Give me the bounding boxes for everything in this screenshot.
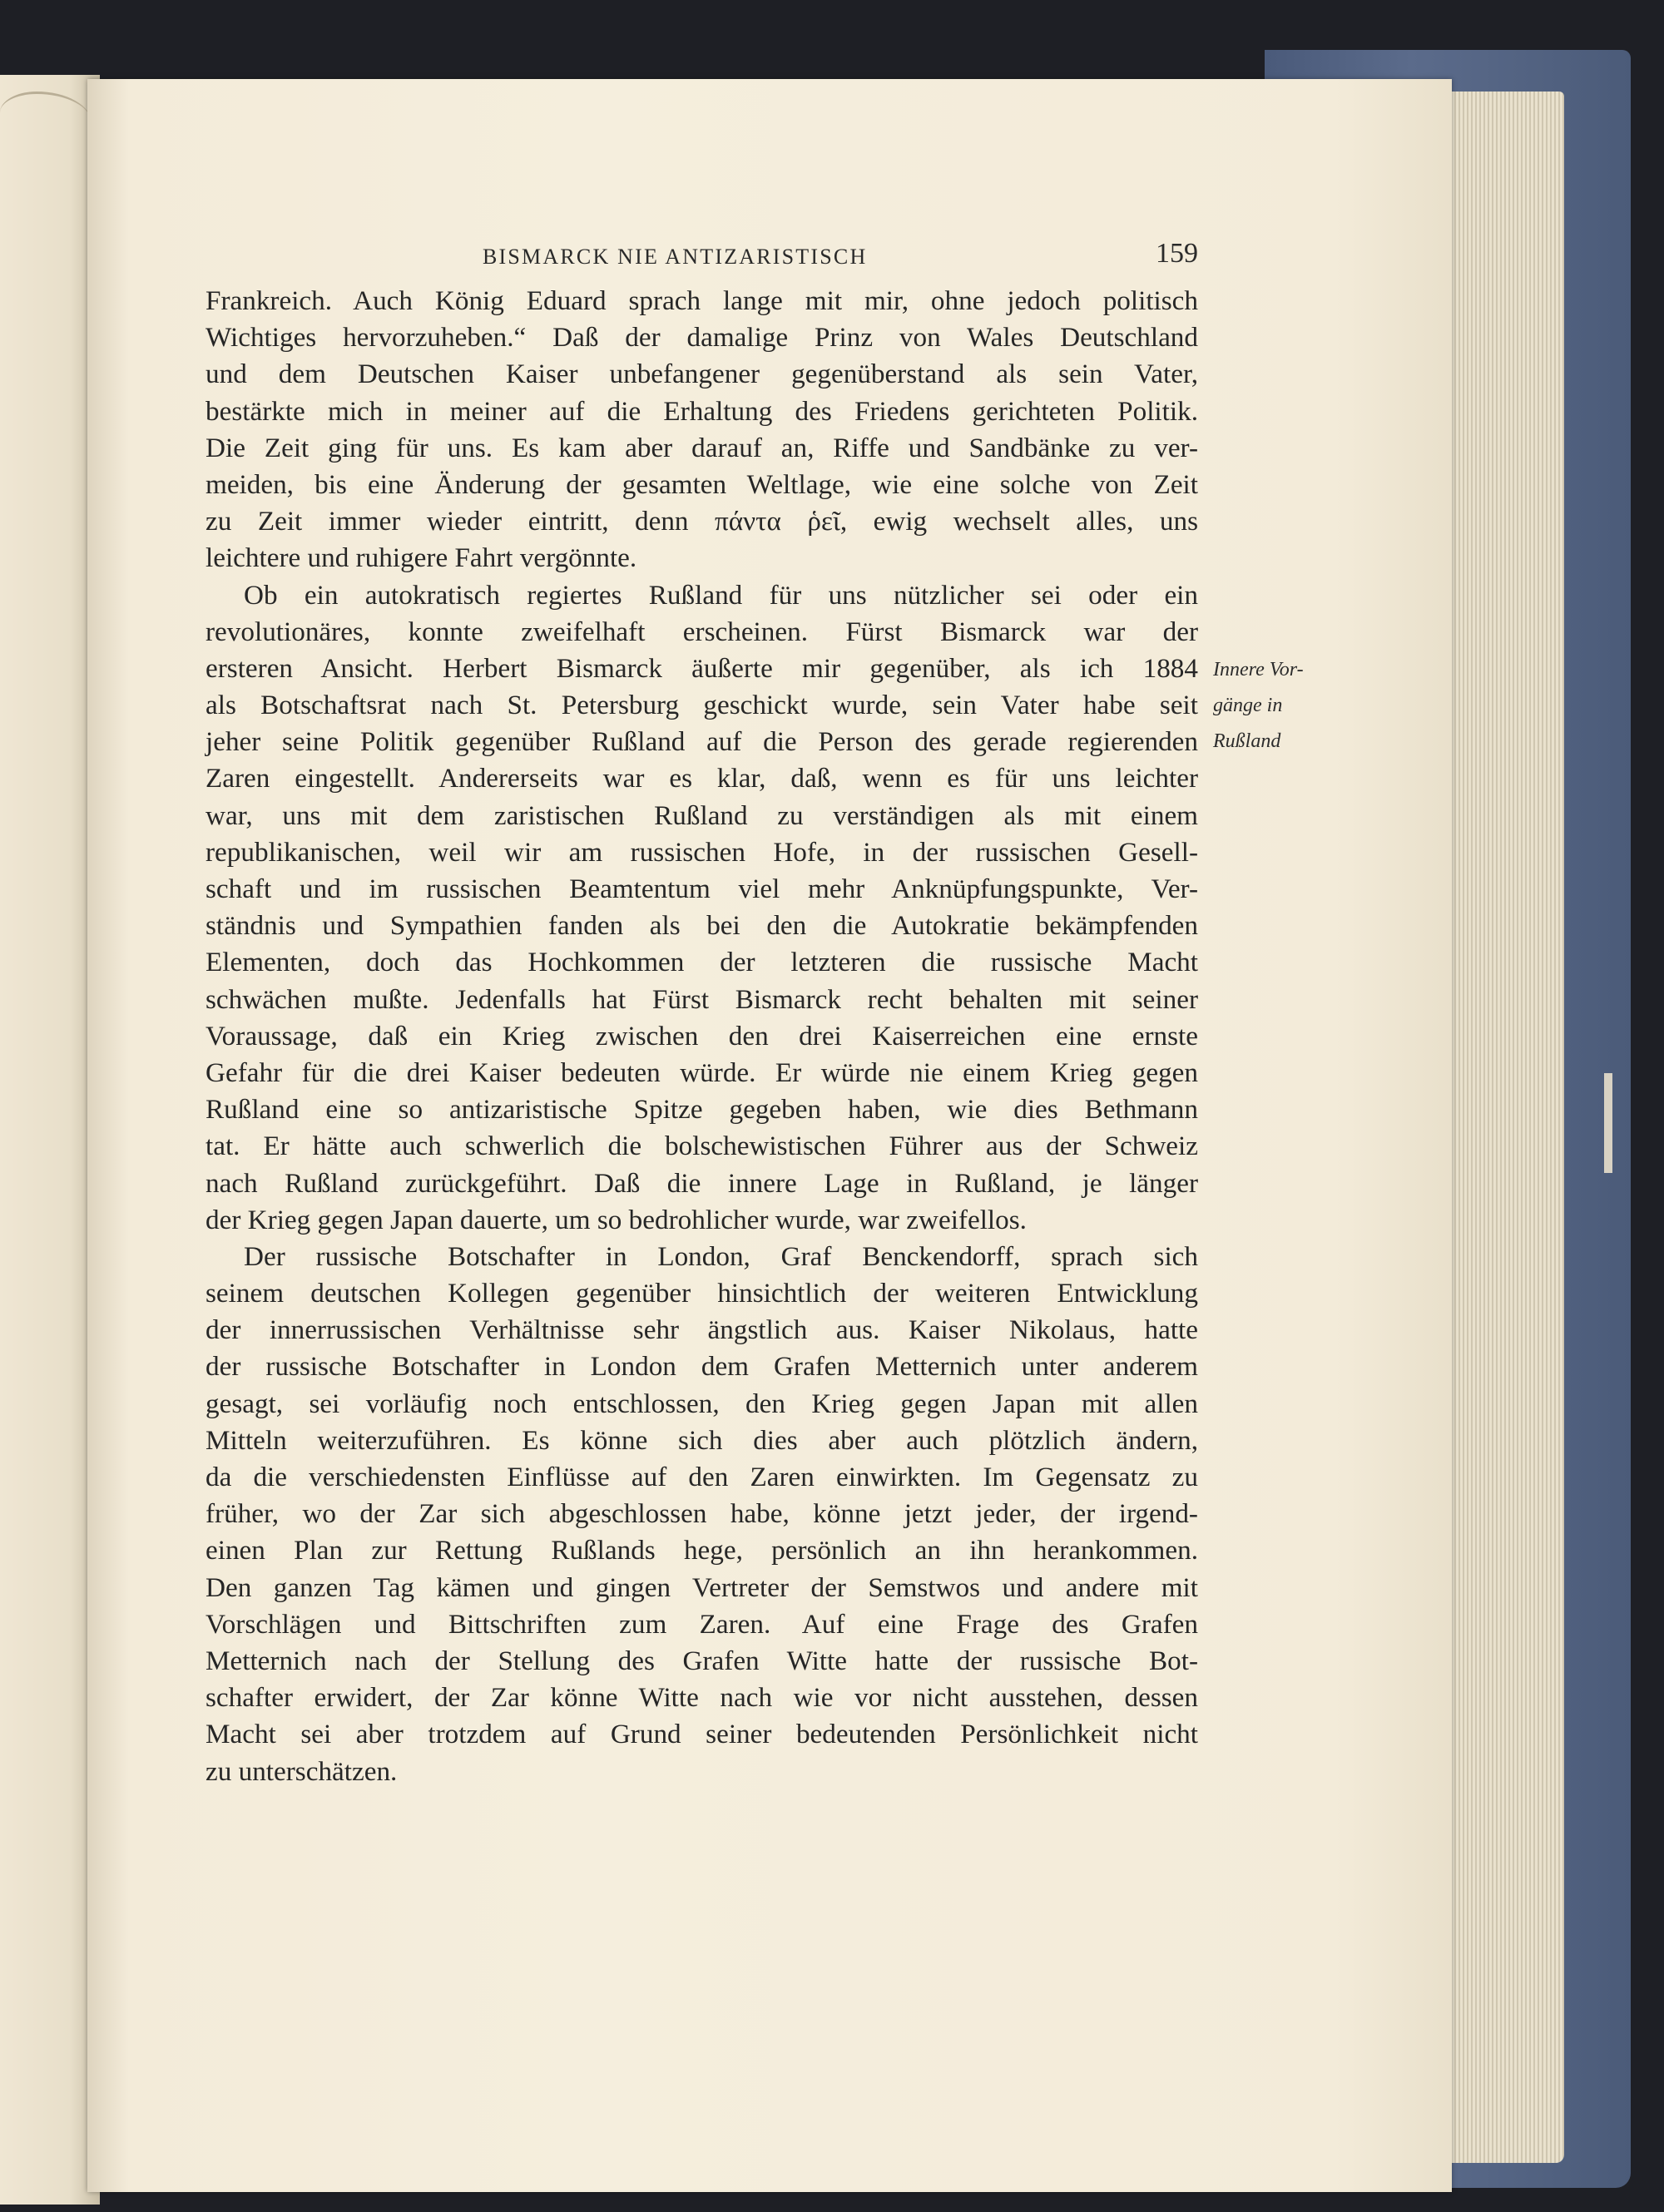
facing-page xyxy=(0,75,100,2205)
text-line: tat. Er hätte auch schwerlich die bolschewistischen Führer aus der Schweiz xyxy=(206,1131,1198,1162)
text-line: Metternich nach der Stellung des Grafen Witte hatte der russische Bot- xyxy=(206,1645,1198,1676)
text-line: Mitteln weiterzuführen. Es könne sich dies aber auch plötzlich ändern, xyxy=(206,1424,1198,1456)
text-line: war, uns mit dem zaristischen Rußland zu verständigen als mit einem xyxy=(206,799,1198,831)
page-number: 159 xyxy=(1156,238,1198,269)
text-line: meiden, bis eine Änderung der gesamten Weltlage, wie eine solche von Zeit xyxy=(206,468,1198,500)
text-line: leichtere und ruhigere Fahrt vergönnte. xyxy=(206,542,637,574)
text-line: Elementen, doch das Hochkommen der letzteren die russische Macht xyxy=(206,947,1198,978)
text-line: Ob ein autokratisch regiertes Rußland für uns nützlicher sei oder ein xyxy=(244,579,1198,611)
text-line: Rußland eine so antizaristische Spitze gegeben haben, wie dies Bethmann xyxy=(206,1094,1198,1126)
text-line: Zaren eingestellt. Andererseits war es klar, daß, wenn es für uns leichter xyxy=(206,763,1198,794)
text-line: bestärkte mich in meiner auf die Erhaltung des Friedens gerichteten Politik. xyxy=(206,395,1198,427)
text-line: nach Rußland zurückgeführt. Daß die innere Lage in Rußland, je länger xyxy=(206,1167,1198,1199)
text-line: republikanischen, weil wir am russischen Hofe, in der russischen Gesell- xyxy=(206,836,1198,868)
text-line: Der russische Botschafter in London, Graf Benckendorff, sprach sich xyxy=(244,1240,1198,1272)
text-line: gesagt, sei vorläufig noch entschlossen, den Krieg gegen Japan mit allen xyxy=(206,1388,1198,1419)
text-line: zu Zeit immer wieder eintritt, denn πάντα ῥεῖ, ewig wechselt alles, uns xyxy=(206,506,1198,537)
text-line: ersteren Ansicht. Herbert Bismarck äußerte mir gegenüber, als ich 1884 xyxy=(206,652,1198,684)
text-line: einen Plan zur Rettung Rußlands hege, persönlich an ihn herankommen. xyxy=(206,1535,1198,1566)
text-line: Voraussage, daß ein Krieg zwischen den drei Kaiserreichen eine ernste xyxy=(206,1020,1198,1052)
text-line: Frankreich. Auch König Eduard sprach lange mit mir, ohne jedoch politisch xyxy=(206,285,1198,316)
running-head: BISMARCK NIE ANTIZARISTISCH xyxy=(483,245,868,269)
marginal-note xyxy=(1213,652,1379,760)
text-line: Die Zeit ging für uns. Es kam aber darauf an, Riffe und Sandbänke zu ver- xyxy=(206,432,1198,463)
text-line: zu unterschätzen. xyxy=(206,1755,398,1787)
edge-tab xyxy=(1604,1073,1612,1173)
text-line: Wichtiges hervorzuheben.“ Daß der damalige Prinz von Wales Deutschland xyxy=(206,322,1198,354)
marginal-note-line: Rußland xyxy=(1213,730,1281,752)
marginal-note-line: gänge in xyxy=(1213,695,1283,716)
text-line: seinem deutschen Kollegen gegenüber hinsichtlich der weiteren Entwicklung xyxy=(206,1278,1198,1309)
text-line: Gefahr für die drei Kaiser bedeuten würde. Er würde nie einem Krieg gegen xyxy=(206,1057,1198,1088)
text-line: früher, wo der Zar sich abgeschlossen habe, könne jetzt jeder, der irgend- xyxy=(206,1498,1198,1530)
text-line: und dem Deutschen Kaiser unbefangener gegenüberstand als sein Vater, xyxy=(206,359,1198,390)
text-line: Den ganzen Tag kämen und gingen Vertreter der Semstwos und andere mit xyxy=(206,1571,1198,1603)
text-line: revolutionäres, konnte zweifelhaft erscheinen. Fürst Bismarck war der xyxy=(206,616,1198,647)
text-line: schwächen mußte. Jedenfalls hat Fürst Bismarck recht behalten mit seiner xyxy=(206,983,1198,1015)
page-header xyxy=(208,238,1198,276)
text-line: Macht sei aber trotzdem auf Grund seiner bedeutenden Persönlichkeit nicht xyxy=(206,1719,1198,1750)
body-text xyxy=(206,283,1198,1790)
text-line: schaft und im russischen Beamtentum viel mehr Anknüpfungspunkte, Ver- xyxy=(206,873,1198,904)
text-line: der Krieg gegen Japan dauerte, um so bedrohlicher wurde, war zweifellos. xyxy=(206,1204,1027,1235)
text-line: jeher seine Politik gegenüber Rußland auf die Person des gerade regierenden xyxy=(206,726,1198,758)
text-line: Vorschlägen und Bittschriften zum Zaren. Auf eine Frage des Grafen xyxy=(206,1608,1198,1640)
text-line: der innerrussischen Verhältnisse sehr ängstlich aus. Kaiser Nikolaus, hatte xyxy=(206,1314,1198,1346)
text-line: der russische Botschafter in London dem Grafen Metternich unter anderem xyxy=(206,1351,1198,1383)
text-line: da die verschiedensten Einflüsse auf den Zaren einwirkten. Im Gegensatz zu xyxy=(206,1462,1198,1492)
text-line: schafter erwidert, der Zar könne Witte nach wie vor nicht ausstehen, dessen xyxy=(206,1682,1198,1714)
text-line: ständnis und Sympathien fanden als bei den die Autokratie bekämpfenden xyxy=(206,910,1198,942)
marginal-note-line: Innere Vor- xyxy=(1213,659,1304,680)
text-line: als Botschaftsrat nach St. Petersburg geschickt wurde, sein Vater habe seit xyxy=(206,690,1198,721)
